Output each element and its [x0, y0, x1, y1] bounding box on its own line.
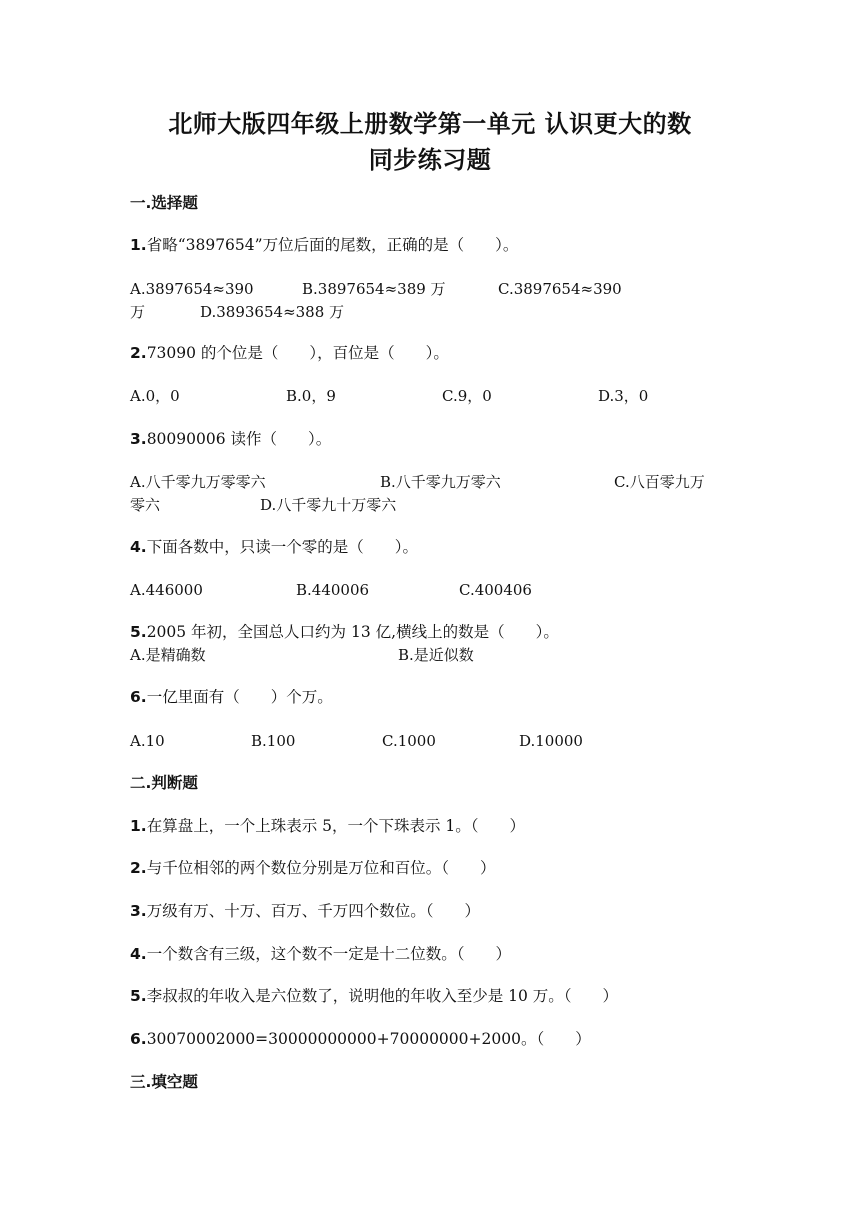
option-c-continued: 零六	[130, 496, 161, 514]
option-d: D.3893654≈388 万	[200, 303, 345, 321]
option-a: A.是精确数	[130, 646, 206, 664]
question-2	[130, 343, 449, 363]
judge-item-2	[130, 858, 495, 878]
question-text: 一亿里面有（ ）个万。	[146, 688, 333, 706]
item-text: 30070002000=30000000000+70000000+2000。（ ）	[146, 1030, 591, 1048]
option-b: B.100	[251, 732, 296, 750]
question-text: 73090 的个位是（ ），百位是（ ）。	[146, 344, 449, 362]
item-number: 1.	[130, 817, 147, 835]
question-1	[130, 235, 518, 255]
option-b: B.3897654≈389 万	[302, 280, 446, 298]
option-b: B.440006	[296, 581, 370, 599]
option-b: B.是近似数	[398, 646, 474, 664]
item-number: 3.	[130, 902, 147, 920]
judge-item-3	[130, 901, 480, 921]
option-c: C.3897654≈390	[498, 280, 622, 298]
question-number: 3.	[130, 430, 147, 448]
question-number: 2.	[130, 344, 147, 362]
item-text: 李叔叔的年收入是六位数了，说明他的年收入至少是 10 万。（ ）	[146, 987, 619, 1005]
item-text: 万级有万、十万、百万、千万四个数位。（ ）	[146, 902, 480, 920]
question-number: 1.	[130, 236, 147, 254]
question-number: 4.	[130, 538, 147, 556]
question-6	[130, 687, 333, 707]
option-a: A.446000	[130, 581, 203, 599]
judge-item-1	[130, 816, 525, 836]
section-heading-judge: 二.判断题	[130, 774, 198, 792]
option-a: A.八千零九万零零六	[130, 473, 266, 491]
question-number: 5.	[130, 623, 147, 641]
option-a: A.0，0	[130, 387, 180, 405]
question-3	[130, 429, 331, 449]
option-c: C.八百零九万	[614, 473, 705, 491]
item-text: 与千位相邻的两个数位分别是万位和百位。（ ）	[146, 859, 496, 877]
judge-item-6	[130, 1029, 591, 1049]
option-c: C.9，0	[442, 387, 492, 405]
question-number: 6.	[130, 688, 147, 706]
option-a: A.10	[130, 732, 165, 750]
item-number: 6.	[130, 1030, 147, 1048]
option-c: C.400406	[459, 581, 532, 599]
item-number: 2.	[130, 859, 147, 877]
item-number: 4.	[130, 945, 147, 963]
page-subtitle: 同步练习题	[368, 146, 492, 174]
option-b: B.八千零九万零六	[380, 473, 501, 491]
judge-item-5	[130, 986, 618, 1006]
page-title: 北师大版四年级上册数学第一单元 认识更大的数	[168, 110, 692, 138]
judge-item-4	[130, 944, 511, 964]
section-heading-choice: 一.选择题	[130, 194, 198, 212]
question-text: 下面各数中，只读一个零的是（ ）。	[146, 538, 418, 556]
option-c: C.1000	[382, 732, 436, 750]
question-text: 80090006 读作（ ）。	[146, 430, 332, 448]
question-4	[130, 537, 418, 557]
option-a: A.3897654≈390	[130, 280, 254, 298]
option-b: B.0，9	[286, 387, 336, 405]
section-heading-fill: 三.填空题	[130, 1073, 198, 1091]
option-d: D.3，0	[598, 387, 649, 405]
option-d: D.八千零九十万零六	[260, 496, 397, 514]
question-text: 省略“3897654”万位后面的尾数，正确的是（ ）。	[146, 236, 519, 254]
option-c-continued: 万	[130, 303, 146, 321]
item-text: 一个数含有三级，这个数不一定是十二位数。（ ）	[146, 945, 511, 963]
question-5	[130, 622, 559, 642]
option-d: D.10000	[519, 732, 583, 750]
item-number: 5.	[130, 987, 147, 1005]
item-text: 在算盘上，一个上珠表示 5，一个下珠表示 1。（ ）	[146, 817, 526, 835]
question-text: 2005 年初，全国总人口约为 13 亿,横线上的数是（ ）。	[146, 623, 559, 641]
